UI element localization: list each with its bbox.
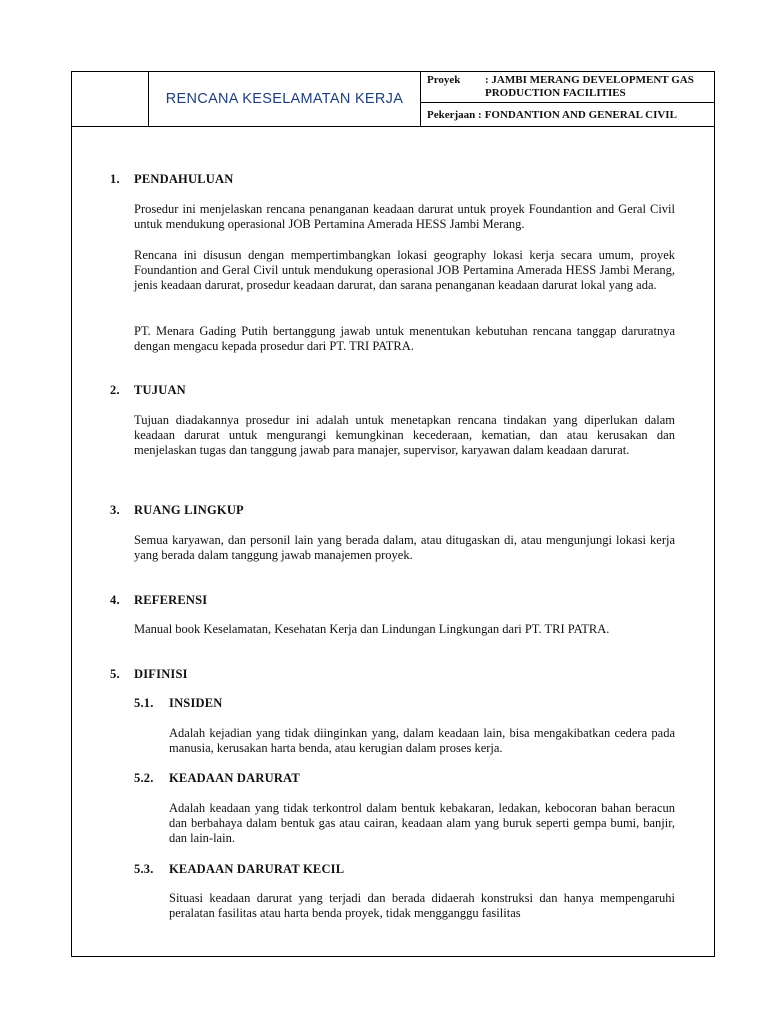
paragraph: PT. Menara Gading Putih bertanggung jawab untuk menentukan kebutuhan rencana tanggap daruratnya dengan mengacu kepada prosedur dari PT. TRI PATRA. — [134, 324, 675, 353]
section-number: 3. — [110, 503, 120, 517]
section-title: REFERENSI — [134, 593, 208, 607]
section-title: DIFINISI — [134, 667, 188, 681]
section-title: PENDAHULUAN — [134, 172, 234, 186]
section-number: 2. — [110, 383, 120, 397]
work-label: Pekerjaan : — [427, 108, 482, 121]
paragraph: Manual book Keselamatan, Kesehatan Kerja dan Lindungan Lingkungan dari PT. TRI PATRA. — [134, 622, 610, 636]
subsection-title: KEADAAN DARURAT — [169, 771, 300, 785]
work-value: FONDANTION AND GENERAL CIVIL — [484, 108, 677, 121]
paragraph: Adalah kejadian yang tidak diinginkan yang, dalam keadaan lain, bisa mengakibatkan cedera pada manusia, kerusakan harta benda, atau kerugian dalam proses kerja. — [169, 726, 675, 755]
section-number: 4. — [110, 593, 120, 607]
subsection-number: 5.1. — [134, 696, 154, 710]
subsection-number: 5.3. — [134, 862, 154, 876]
section-number: 1. — [110, 172, 120, 186]
paragraph: Adalah keadaan yang tidak terkontrol dalam bentuk kebakaran, ledakan, kebocoran bahan beracun dan berbahaya dalam bentuk gas atau cairan, keadaan alam yang buruk seperti gempa bumi, banjir, dan lain-lain. — [169, 801, 675, 845]
paragraph: Prosedur ini menjelaskan rencana penanganan keadaan darurat untuk proyek Foundantion and Geral Civil untuk mendukung operasional JOB Pertamina Amerada HESS Jambi Merang. — [134, 202, 675, 231]
project-label: Proyek — [427, 74, 461, 86]
section-title: TUJUAN — [134, 383, 186, 397]
section-number: 5. — [110, 667, 120, 681]
subsection-title: KEADAAN DARURAT KECIL — [169, 862, 345, 876]
subsection-title: INSIDEN — [169, 696, 223, 710]
paragraph: Semua karyawan, dan personil lain yang berada dalam, atau ditugaskan di, atau mengunjungi lokasi kerja yang berada dalam tanggung jawab manajemen proyek. — [134, 533, 675, 562]
paragraph: Tujuan diadakannya prosedur ini adalah untuk menetapkan rencana tindakan yang diperlukan dalam keadaan darurat untuk mengurangi kemungkinan kecederaan, kematian, dan atau kerusakan dan menjelaskan tugas dan tanggung jawab para manajer, supervisor, karyawan dalam keadaan darurat. — [134, 413, 675, 457]
paragraph: Rencana ini disusun dengan mempertimbangkan lokasi geography lokasi kerja secara umum, proyek Foundantion and Geral Civil untuk mendukung operasional JOB Pertamina Amerada HESS Jambi Merang, jenis keadaan darurat, prosedur keadaan darurat, dan sarana penanganan keadaan darurat lokal yang ada. — [134, 248, 675, 292]
section-title: RUANG LINGKUP — [134, 503, 244, 517]
document-title: RENCANA KESELAMATAN KERJA — [149, 72, 421, 126]
paragraph: Situasi keadaan darurat yang terjadi dan berada didaerah konstruksi dan hanya mempengaruhi peralatan fasilitas atau harta benda proyek, tidak mengganggu fasilitas — [169, 891, 675, 920]
subsection-number: 5.2. — [134, 771, 154, 785]
project-value: : JAMBI MERANG DEVELOPMENT GAS PRODUCTION FACILITIES — [485, 74, 694, 99]
